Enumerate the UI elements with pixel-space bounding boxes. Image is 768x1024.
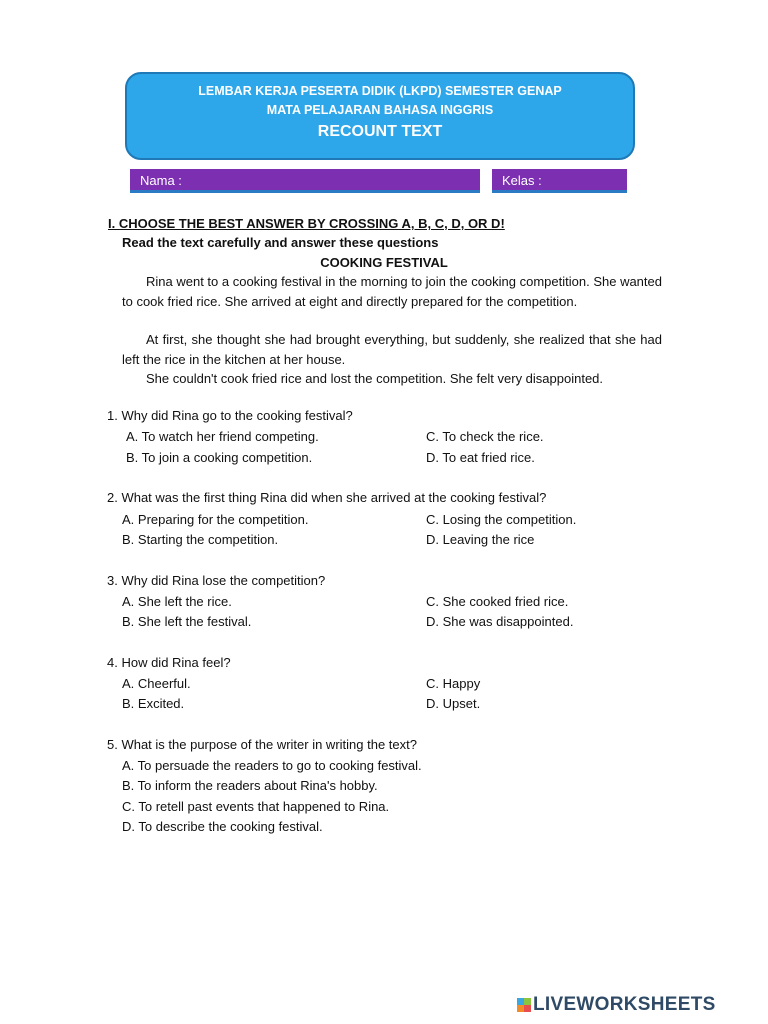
name-field[interactable]: Nama :: [130, 169, 480, 193]
logo-text: LIVEWORKSHEETS: [533, 994, 716, 1015]
q4-option-a[interactable]: A. Cheerful.: [122, 676, 191, 691]
question-1: 1. Why did Rina go to the cooking festival?: [107, 408, 353, 423]
q3-option-b[interactable]: B. She left the festival.: [122, 614, 252, 629]
q2-option-a[interactable]: A. Preparing for the competition.: [122, 512, 309, 527]
worksheet-header: [125, 72, 635, 160]
q5-option-d[interactable]: D. To describe the cooking festival.: [122, 819, 323, 834]
q2-option-d[interactable]: D. Leaving the rice: [426, 532, 535, 547]
story-title: COOKING FESTIVAL: [320, 255, 448, 270]
q4-option-c[interactable]: C. Happy: [426, 676, 481, 691]
section-title: I. CHOOSE THE BEST ANSWER BY CROSSING A, B, C, D, OR D!: [108, 216, 505, 231]
q2-option-c[interactable]: C. Losing the competition.: [426, 512, 577, 527]
q4-option-b[interactable]: B. Excited.: [122, 696, 185, 711]
header-line-2: MATA PELAJARAN BAHASA INGGRIS: [266, 103, 494, 117]
story-paragraph-1: Rina went to a cooking festival in the morning to join the cooking competition. She wanted to cook fried rice. She arrived at eight and directly prepared for the competition.: [122, 274, 662, 309]
q1-option-c[interactable]: C. To check the rice.: [426, 429, 544, 444]
q1-option-a[interactable]: A. To watch her friend competing.: [126, 429, 319, 444]
question-3: 3. Why did Rina lose the competition?: [107, 573, 326, 588]
story-paragraph-3: She couldn't cook fried rice and lost the competition. She felt very disappointed.: [146, 371, 604, 386]
class-field[interactable]: Kelas :: [492, 169, 627, 193]
q2-option-b[interactable]: B. Starting the competition.: [122, 532, 279, 547]
question-2: 2. What was the first thing Rina did when she arrived at the cooking festival?: [107, 490, 547, 505]
q3-option-c[interactable]: C. She cooked fried rice.: [426, 594, 569, 609]
liveworksheets-icon: [517, 998, 531, 1012]
q3-option-d[interactable]: D. She was disappointed.: [426, 614, 574, 629]
q4-option-d[interactable]: D. Upset.: [426, 696, 481, 711]
story-paragraph-2: At first, she thought she had brought everything, but suddenly, she realized that she had left the rice in the kitchen at her house.: [122, 332, 662, 367]
q3-option-a[interactable]: A. She left the rice.: [122, 594, 232, 609]
header-title: RECOUNT TEXT: [317, 123, 443, 140]
instruction: Read the text carefully and answer these questions: [122, 235, 439, 250]
liveworksheets-logo: [517, 994, 716, 1016]
q5-option-c[interactable]: C. To retell past events that happened to Rina.: [122, 799, 390, 814]
q1-option-d[interactable]: D. To eat fried rice.: [426, 450, 535, 465]
header-line-1: LEMBAR KERJA PESERTA DIDIK (LKPD) SEMESTER GENAP: [198, 84, 562, 98]
question-5: 5. What is the purpose of the writer in writing the text?: [107, 737, 417, 752]
q5-option-b[interactable]: B. To inform the readers about Rina's hobby.: [122, 778, 378, 793]
q5-option-a[interactable]: A. To persuade the readers to go to cooking festival.: [122, 758, 422, 773]
question-4: 4. How did Rina feel?: [107, 655, 231, 670]
q1-option-b[interactable]: B. To join a cooking competition.: [126, 450, 313, 465]
